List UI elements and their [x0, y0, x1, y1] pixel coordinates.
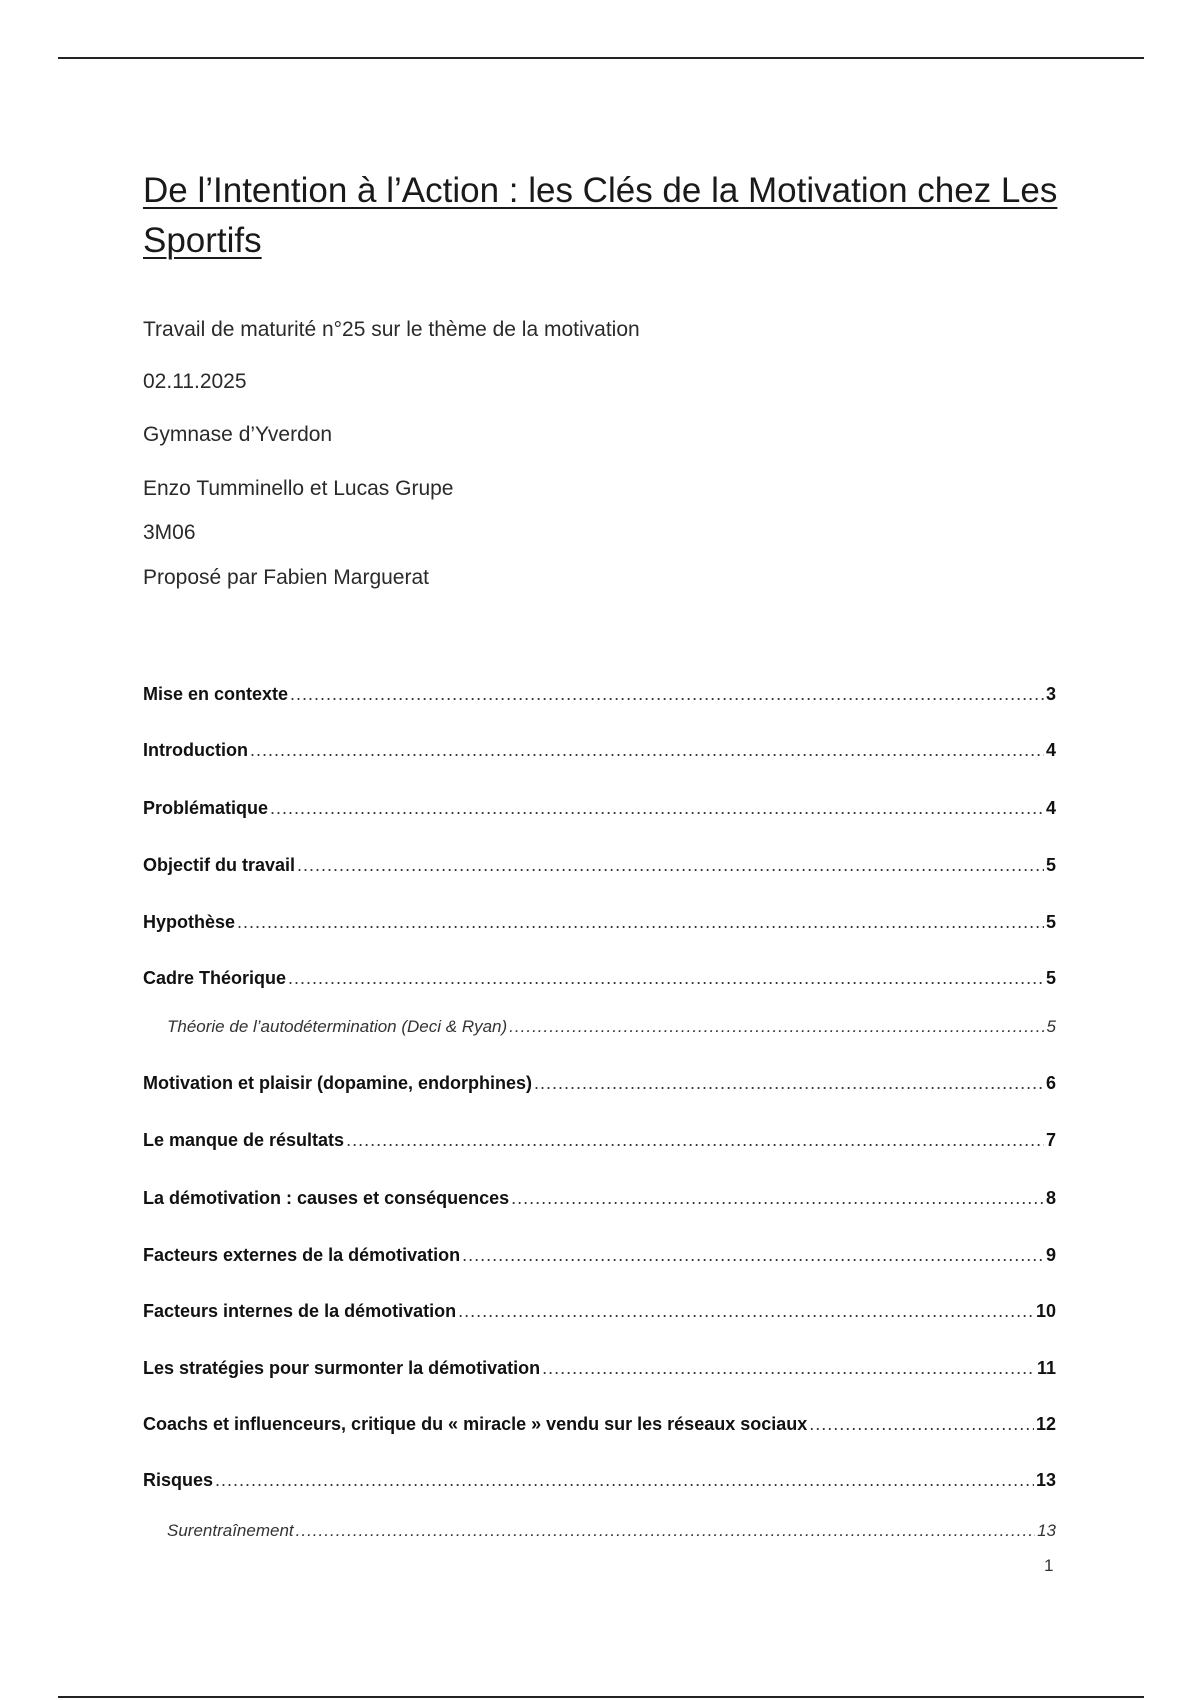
- toc-leader-dots: [270, 798, 1044, 819]
- toc-entry[interactable]: [143, 684, 1056, 705]
- toc-entry-label: Facteurs internes de la démotivation: [143, 1301, 457, 1321]
- authors: Enzo Tumminello et Lucas Grupe: [143, 477, 454, 500]
- proposed-by: Proposé par Fabien Marguerat: [143, 566, 429, 589]
- toc-entry[interactable]: [143, 968, 1056, 989]
- toc-leader-dots: [296, 1521, 1035, 1541]
- toc-entry-label: Théorie de l’autodétermination (Deci & Ryan): [167, 1017, 508, 1036]
- toc-entry[interactable]: [143, 798, 1056, 819]
- toc-leader-dots: [542, 1358, 1035, 1379]
- toc-entry[interactable]: [143, 1188, 1056, 1209]
- toc-entry-label: Le manque de résultats: [143, 1130, 345, 1150]
- toc-entry-page: 12: [1035, 1414, 1056, 1434]
- page-number: 1: [1044, 1556, 1054, 1575]
- toc-entry-label: Objectif du travail: [143, 855, 296, 875]
- toc-entry-label: Hypothèse: [143, 912, 236, 932]
- toc-entry-page: 13: [1037, 1521, 1056, 1540]
- toc-entry-page: 5: [1045, 968, 1056, 988]
- toc-subentry[interactable]: [167, 1017, 1056, 1037]
- toc-entry-page: 13: [1035, 1470, 1056, 1490]
- toc-entry[interactable]: [143, 855, 1056, 876]
- toc-entry-label: Problématique: [143, 798, 269, 818]
- toc-leader-dots: [458, 1301, 1034, 1322]
- toc-entry[interactable]: [143, 740, 1056, 761]
- toc-entry-page: 10: [1035, 1301, 1056, 1321]
- toc-leader-dots: [297, 855, 1044, 876]
- toc-entry-label: Mise en contexte: [143, 684, 289, 704]
- school-name: Gymnase d’Yverdon: [143, 423, 333, 446]
- toc-leader-dots: [290, 684, 1044, 705]
- toc-entry-page: 4: [1045, 798, 1056, 818]
- work-description: Travail de maturité n°25 sur le thème de la motivation: [143, 318, 640, 341]
- toc-entry-label: Surentraînement: [167, 1521, 294, 1540]
- document-date: 02.11.2025: [143, 370, 247, 393]
- toc-entry-page: 8: [1045, 1188, 1056, 1208]
- toc-leader-dots: [511, 1188, 1044, 1209]
- toc-entry-label: Cadre Théorique: [143, 968, 287, 988]
- toc-entry-page: 9: [1045, 1245, 1056, 1265]
- toc-subentry[interactable]: [167, 1521, 1056, 1541]
- toc-leader-dots: [288, 968, 1044, 989]
- toc-entry[interactable]: [143, 1301, 1056, 1322]
- toc-entry-page: 5: [1045, 912, 1056, 932]
- toc-entry[interactable]: [143, 1358, 1056, 1379]
- toc-entry[interactable]: [143, 1073, 1056, 1094]
- toc-leader-dots: [809, 1414, 1034, 1435]
- toc-entry-label: Les stratégies pour surmonter la démotivation: [143, 1358, 541, 1378]
- document-title: De l’Intention à l’Action : les Clés de la Motivation chez Les Sportifs: [143, 171, 1058, 260]
- toc-entry-page: 5: [1045, 855, 1056, 875]
- toc-leader-dots: [346, 1130, 1044, 1151]
- toc-entry-label: Facteurs externes de la démotivation: [143, 1245, 461, 1265]
- toc-leader-dots: [534, 1073, 1044, 1094]
- toc-entry-label: Coachs et influenceurs, critique du « miracle » vendu sur les réseaux sociaux: [143, 1414, 808, 1434]
- toc-entry-page: 11: [1036, 1358, 1056, 1378]
- toc-entry-label: La démotivation : causes et conséquences: [143, 1188, 510, 1208]
- toc-entry[interactable]: [143, 1130, 1056, 1151]
- toc-leader-dots: [237, 912, 1044, 933]
- toc-leader-dots: [509, 1017, 1044, 1037]
- toc-entry[interactable]: [143, 1245, 1056, 1266]
- toc-entry-page: 6: [1045, 1073, 1056, 1093]
- toc-leader-dots: [250, 740, 1044, 761]
- toc-entry-label: Risques: [143, 1470, 214, 1490]
- toc-entry-label: Introduction: [143, 740, 248, 760]
- toc-entry[interactable]: [143, 912, 1056, 933]
- toc-entry-page: 7: [1045, 1130, 1056, 1150]
- toc-entry[interactable]: [143, 1414, 1056, 1435]
- toc-entry-label: Motivation et plaisir (dopamine, endorphines): [143, 1073, 533, 1093]
- toc-entry-page: 4: [1045, 740, 1056, 760]
- toc-entry-page: 3: [1045, 684, 1056, 704]
- toc-leader-dots: [215, 1470, 1034, 1491]
- top-rule: [58, 57, 1144, 59]
- toc-entry-page: 5: [1046, 1017, 1056, 1036]
- toc-leader-dots: [462, 1245, 1044, 1266]
- toc-entry[interactable]: [143, 1470, 1056, 1491]
- class-code: 3M06: [143, 521, 196, 544]
- bottom-rule: [58, 1696, 1144, 1698]
